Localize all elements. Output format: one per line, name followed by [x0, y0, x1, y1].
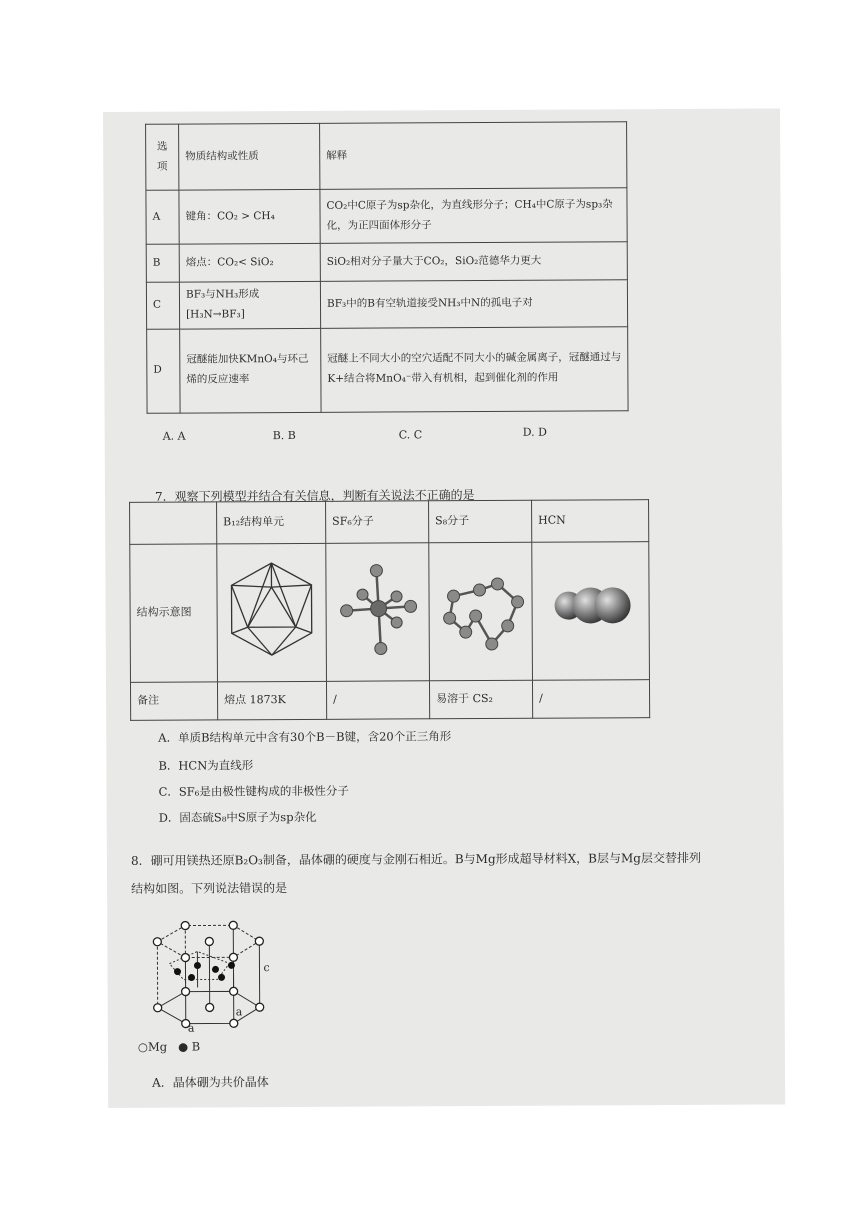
- s8-diagram: [429, 542, 533, 681]
- q7-header-hcn: HCN: [532, 500, 649, 543]
- q8-choice-a: A．晶体硼为共价晶体: [152, 1075, 269, 1090]
- mgb2-crystal-diagram: [133, 911, 284, 1052]
- q7-choice-a: A．单质B结构单元中含有30个B－B键，含20个正三角形: [158, 729, 452, 745]
- row-explanation: BF₃中的B有空轨道接受NH₃中N的孤电子对: [320, 280, 627, 328]
- row-property: 键角：CO₂ > CH₄: [179, 189, 320, 244]
- q7-choice-b: B．HCN为直线形: [158, 758, 254, 773]
- q7-stem: 7．观察下列模型并结合有关信息，判断有关说法不正确的是: [154, 488, 475, 504]
- q7-row-label-note: 备注: [130, 682, 217, 720]
- b-legend-label: B: [191, 1039, 201, 1054]
- q8-stem-line2: 结构如图。下列说法错误的是: [131, 881, 288, 896]
- q7-choice-c: C．SF₆是由极性键构成的非极性分子: [158, 783, 349, 799]
- hcn-molecule-diagram: [540, 555, 641, 660]
- q6-table: [145, 121, 629, 413]
- table-row: [146, 280, 627, 329]
- option-b: B. B: [272, 428, 296, 443]
- q7-note-sf6: /: [326, 681, 429, 720]
- row-option: D: [147, 329, 180, 413]
- sf6-molecule-diagram: [332, 556, 423, 660]
- icosahedron-diagram: [221, 556, 322, 661]
- q7-header-empty: [130, 502, 217, 544]
- row-property: BF₃与NH₃形成[H₃N→BF₃]: [179, 281, 320, 329]
- row-option: B: [146, 244, 179, 282]
- row-explanation: CO₂中C原子为sp杂化，为直线形分子；CH₄中C原子为sp₃杂化，为正四面体形分子: [320, 188, 627, 244]
- row-option: C: [146, 282, 179, 329]
- q7-header-b12: B₁₂结构单元: [217, 501, 326, 544]
- exam-paper: [103, 108, 785, 1108]
- q7-note-b12: 熔点 1873K: [217, 681, 326, 720]
- q8-label-c: c: [263, 961, 270, 975]
- hcn-diagram: [532, 542, 650, 681]
- q8-stem-line1: 8．硼可用镁热还原B₂O₃制备，晶体硼的硬度与金刚石相近。B与Mg形成超导材料X，B层与Mg层交替排列: [130, 850, 701, 868]
- q7-row-label-structure: 结构示意图: [130, 544, 218, 682]
- table-row: [146, 242, 627, 283]
- header-property: 物质结构或性质: [179, 123, 320, 190]
- header-explanation: 解释: [320, 122, 627, 190]
- mg-legend-icon: ○: [137, 1039, 148, 1054]
- sf6-diagram: [326, 543, 430, 682]
- q8-legend: [138, 1040, 200, 1054]
- b-legend-icon: ●: [178, 1039, 189, 1054]
- q7-header-sf6: SF₆分子: [326, 501, 429, 544]
- row-option: A: [146, 190, 179, 244]
- s8-ring-diagram: [435, 555, 526, 659]
- option-a: A. A: [162, 429, 186, 443]
- header-option: 选项: [146, 124, 179, 190]
- option-c: C. C: [398, 428, 423, 442]
- table-row: [146, 188, 627, 245]
- b12-diagram: [217, 543, 327, 682]
- option-d: D. D: [522, 425, 547, 439]
- q7-note-hcn: /: [532, 680, 649, 719]
- row-explanation: SiO₂相对分子量大于CO₂，SiO₂范德华力更大: [320, 242, 627, 282]
- q8-label-a2: a: [235, 1005, 243, 1019]
- row-explanation: 冠醚上不同大小的空穴适配不同大小的碱金属离子，冠醚通过与K+结合将MnO₄⁻带入有机相，起到催化剂的作用: [321, 327, 628, 413]
- q8-label-a1: a: [187, 1021, 195, 1035]
- q7-header-s8: S₈分子: [429, 500, 532, 543]
- mg-legend-label: Mg: [147, 1039, 168, 1054]
- row-property: 熔点：CO₂< SiO₂: [179, 243, 320, 282]
- q7-table: [129, 499, 650, 721]
- q7-note-s8: 易溶于 CS₂: [429, 680, 532, 719]
- q7-choice-d: D．固态硫S₈中S原子为sp杂化: [158, 809, 317, 825]
- table-row: [147, 327, 628, 414]
- row-property: 冠醚能加快KMnO₄与环己烯的反应速率: [180, 328, 321, 413]
